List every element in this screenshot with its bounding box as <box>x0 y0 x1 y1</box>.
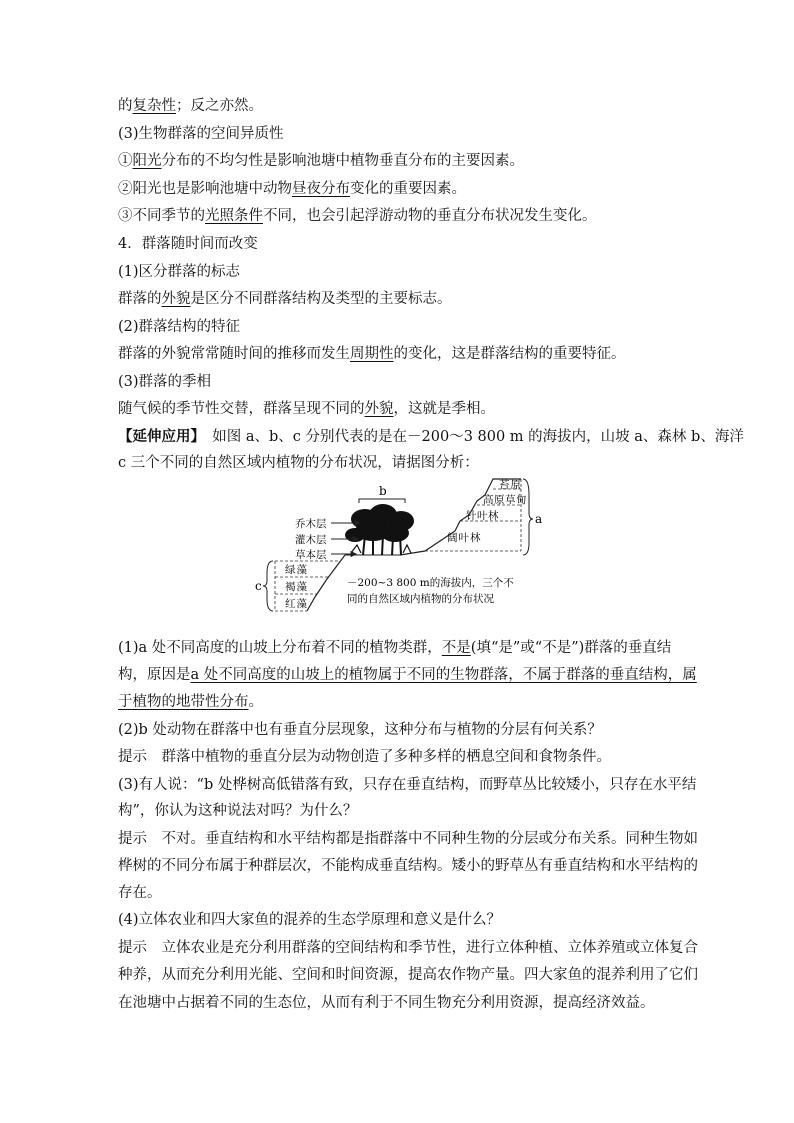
underlined-answer: 不是 <box>441 640 471 656</box>
text-line <box>118 289 698 309</box>
text-segment: 桦树的不同分布属于种群层次，不能构成垂直结构。矮小的野草丛有垂直结构和水平结构的 <box>118 858 698 874</box>
text-segment: ，这就是季相。 <box>393 401 495 417</box>
text-segment: 提示 不对。垂直结构和水平结构都是指群落中不同种生物的分层或分布关系。同种生物如 <box>118 831 698 847</box>
layer-tree: 乔木层 <box>295 518 327 530</box>
text-segment: 群落的 <box>118 291 162 307</box>
underlined-answer: 外貌 <box>161 291 191 307</box>
text-segment: 在池塘中占据着不同的生态位，从而有利于不同生物充分利用资源，提高经济效益。 <box>118 995 655 1011</box>
text-segment: 随气候的季节性交替，群落呈现不同的 <box>118 401 365 417</box>
brace-a <box>523 479 533 555</box>
text-segment: (3)生物群落的空间异质性 <box>118 126 284 142</box>
text-line <box>118 965 698 985</box>
text-segment: ① <box>118 153 133 169</box>
figure-caption-line1: －200~3 800 m的海拔内，三个不 <box>347 577 514 589</box>
text-segment: 提示 群落中植物的垂直分层为动物创造了多种多样的栖息空间和食物条件。 <box>118 749 611 765</box>
text-segment: 是区分不同群落结构及类型的主要标志。 <box>190 291 452 307</box>
text-line <box>118 317 698 337</box>
text-segment: 构”，你认为这种说法对吗？为什么？ <box>118 803 358 819</box>
text-line <box>118 453 698 473</box>
text-line <box>118 692 698 712</box>
text-segment: (1)a 处不同高度的山坡上分布着不同的植物类群， <box>118 640 442 656</box>
text-segment: 如图 a、b、c 分别代表的是在－200～3 800 m 的海拔内，山坡 a、森林 b、海洋 <box>197 429 744 445</box>
text-line <box>118 910 698 930</box>
text-segment: 的变化，这是群落结构的重要特征。 <box>393 346 626 362</box>
layer-herb: 草本层 <box>295 549 327 561</box>
text-line <box>118 344 698 364</box>
underlined-answer: 阳光 <box>132 153 162 169</box>
section-tag: 【延伸应用】 <box>118 428 198 445</box>
zone-red-algae: 红藻 <box>285 598 308 610</box>
text-segment: (2)b 处动物在群落中也有垂直分层现象，这种分布与植物的分层有何关系？ <box>118 722 602 738</box>
text-segment: 种养，从而充分利用光能、空间和时间资源，提高农作物产量。四大家鱼的混养利用了它们 <box>118 967 698 983</box>
zone-meadow: 高原草甸 <box>483 494 527 506</box>
text-line <box>118 124 698 144</box>
text-segment: 提示 立体农业是充分利用群落的空间结构和季节性，进行立体种植、立体养殖或立体复合 <box>118 940 698 956</box>
text-line <box>118 801 698 821</box>
text-segment: (3)群落的季相 <box>118 374 212 390</box>
zone-brown-algae: 褐藻 <box>285 581 308 593</box>
brace-c <box>263 561 273 611</box>
text-segment: (2)群落结构的特征 <box>118 319 241 335</box>
sea-slope <box>307 555 345 611</box>
text-line <box>118 151 698 171</box>
underlined-answer: 外貌 <box>364 401 394 417</box>
zone-green-algae: 绿藻 <box>285 564 308 576</box>
label-b: b <box>379 484 387 498</box>
text-segment: 构，原因是 <box>118 667 191 683</box>
text-line <box>118 399 698 419</box>
underlined-answer: a 处不同高度的山坡上的植物属于不同的生物群落，不属于群落的垂直结构，属 <box>190 667 697 683</box>
text-line <box>118 372 698 392</box>
zone-conifer: 针叶林 <box>466 510 499 522</box>
text-segment: 的 <box>118 98 133 114</box>
text-line <box>118 179 698 199</box>
layer-shrub: 灌木层 <box>295 534 327 546</box>
text-line <box>118 96 698 116</box>
text-line <box>118 427 744 447</box>
underlined-answer: 复杂性 <box>132 98 176 114</box>
text-segment: (填“是”或“不是”)群落的垂直结 <box>470 640 672 656</box>
forest-trees <box>345 504 414 555</box>
label-c: c <box>255 579 262 593</box>
text-line <box>118 720 698 740</box>
text-line <box>118 665 698 685</box>
text-line <box>118 829 698 849</box>
underlined-answer: 昼夜分布 <box>292 181 350 197</box>
text-line <box>118 262 698 282</box>
text-segment: 分布的不均匀性是影响池塘中植物垂直分布的主要因素。 <box>161 153 524 169</box>
text-segment: ；反之亦然。 <box>176 98 263 114</box>
text-segment: ②阳光也是影响池塘中动物 <box>118 181 292 197</box>
text-line <box>118 638 698 658</box>
text-line <box>118 938 698 958</box>
text-segment: 存在。 <box>118 885 162 901</box>
text-segment: ③不同季节的 <box>118 208 205 224</box>
zone-tundra: 苔原 <box>499 479 522 491</box>
text-segment: (1)区分群落的标志 <box>118 264 241 280</box>
text-line <box>118 883 698 903</box>
bracket-b <box>359 499 405 503</box>
text-line <box>118 747 698 767</box>
zone-broadleaf: 阔叶林 <box>447 532 482 544</box>
text-line <box>118 206 698 226</box>
underlined-answer: 光照条件 <box>205 208 263 224</box>
text-segment: 4．群落随时间而改变 <box>118 236 258 252</box>
label-a: a <box>535 512 543 526</box>
underlined-answer: 周期性 <box>350 346 394 362</box>
text-segment: (3)有人说：“b 处桦树高低错落有致，只存在垂直结构，而野草丛比较矮小，只存在水平结 <box>118 777 697 793</box>
text-segment: 群落的外貌常常随时间的推移而发生 <box>118 346 350 362</box>
underlined-answer: 于植物的地带性分布 <box>118 694 249 710</box>
text-line <box>118 775 698 795</box>
figure-caption-line2: 同的自然区域内植物的分布状况 <box>347 593 494 605</box>
text-segment: (4)立体农业和四大家鱼的混养的生态学原理和意义是什么？ <box>118 912 502 928</box>
text-segment: 不同，也会引起浮游动物的垂直分布状况发生变化。 <box>263 208 597 224</box>
text-line <box>118 856 698 876</box>
text-line <box>118 234 698 254</box>
text-segment: 。 <box>248 694 263 710</box>
text-segment: c 三个不同的自然区域内植物的分布状况，请据图分析： <box>118 455 479 471</box>
vegetation-distribution-figure <box>255 475 555 615</box>
text-line <box>118 993 698 1013</box>
text-segment: 变化的重要因素。 <box>350 181 466 197</box>
